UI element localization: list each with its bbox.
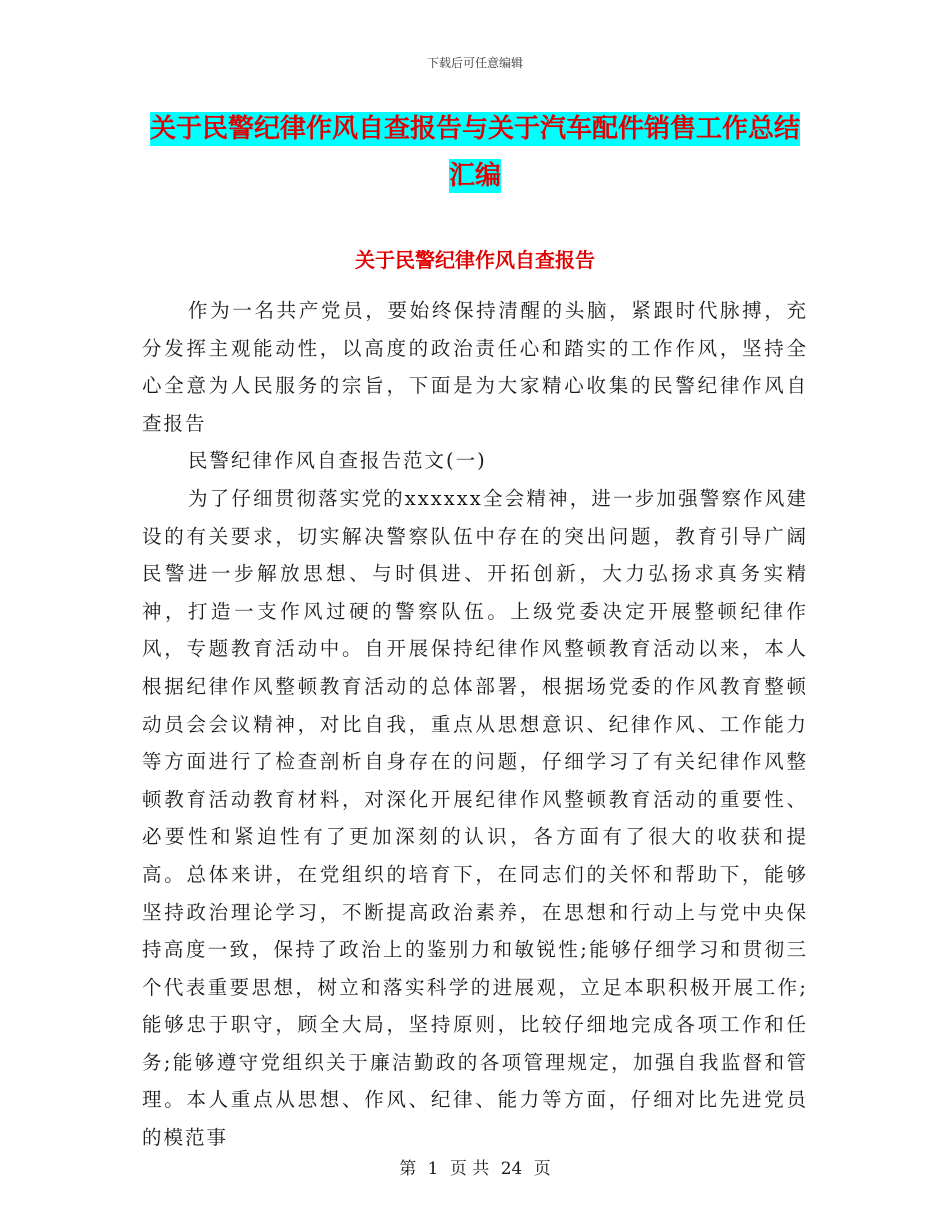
- footer-middle: 页 共: [449, 1159, 490, 1179]
- body-text: [142, 292, 808, 1157]
- footer-prefix: 第: [399, 1159, 417, 1179]
- page-footer: [0, 1154, 950, 1179]
- document-title-text: 关于民警纪律作风自查报告与关于汽车配件销售工作总结汇编: [149, 114, 800, 191]
- footer-page-number: 1: [427, 1159, 439, 1179]
- paragraph-subheading: 民警纪律作风自查报告范文(一): [188, 449, 487, 473]
- paragraph-intro: 作为一名共产党员，要始终保持清醒的头脑，紧跟时代脉搏，充分发挥主观能动性，以高度的政治责任心和踏实的工作作风，坚持全心全意为人民服务的宗旨，下面是为大家精心收集的民警纪律作风自查报告: [142, 299, 808, 435]
- section-title: 关于民警纪律作风自查报告: [355, 248, 595, 272]
- page-header-note: 下载后可任意编辑: [426, 56, 523, 70]
- footer-total-pages: 24: [500, 1159, 523, 1179]
- paragraph-body: 为了仔细贯彻落实党的xxxxxx全会精神，进一步加强警察作风建设的有关要求，切实解决警察队伍中存在的突出问题，教育引导广阔民警进一步解放思想、与时俱进、开拓创新，大力弘扬求真务实精神，打造一支作风过硬的警察队伍。上级党委决定开展整顿纪律作风，专题教育活动中。自开展保持纪律作风整顿教育活动以来，本人根据纪律作风整顿教育活动的总体部署，根据场党委的作风教育整顿动员会会议精神，对比自我，重点从思想意识、纪律作风、工作能力等方面进行了检查剖析自身存在的问题，仔细学习了有关纪律作风整顿教育活动教育材料，对深化开展纪律作风整顿教育活动的重要性、必要性和紧迫性有了更加深刻的认识，各方面有了很大的收获和提高。总体来讲，在党组织的培育下，在同志们的关怀和帮助下，能够坚持政治理论学习，不断提高政治素养，在思想和行动上与党中央保持高度一致，保持了政治上的鉴别力和敏锐性;能够仔细学习和贯彻三个代表重要思想，树立和落实科学的进展观，立足本职积极开展工作;能够忠于职守，顾全大局，坚持原则，比较仔细地完成各项工作和任务;能够遵守党组织关于廉洁勤政的各项管理规定，加强自我监督和管理。本人重点从思想、作风、纪律、能力等方面，仔细对比先进党员的模范事: [142, 486, 808, 1150]
- footer-suffix: 页: [533, 1159, 551, 1179]
- document-title: [140, 106, 810, 200]
